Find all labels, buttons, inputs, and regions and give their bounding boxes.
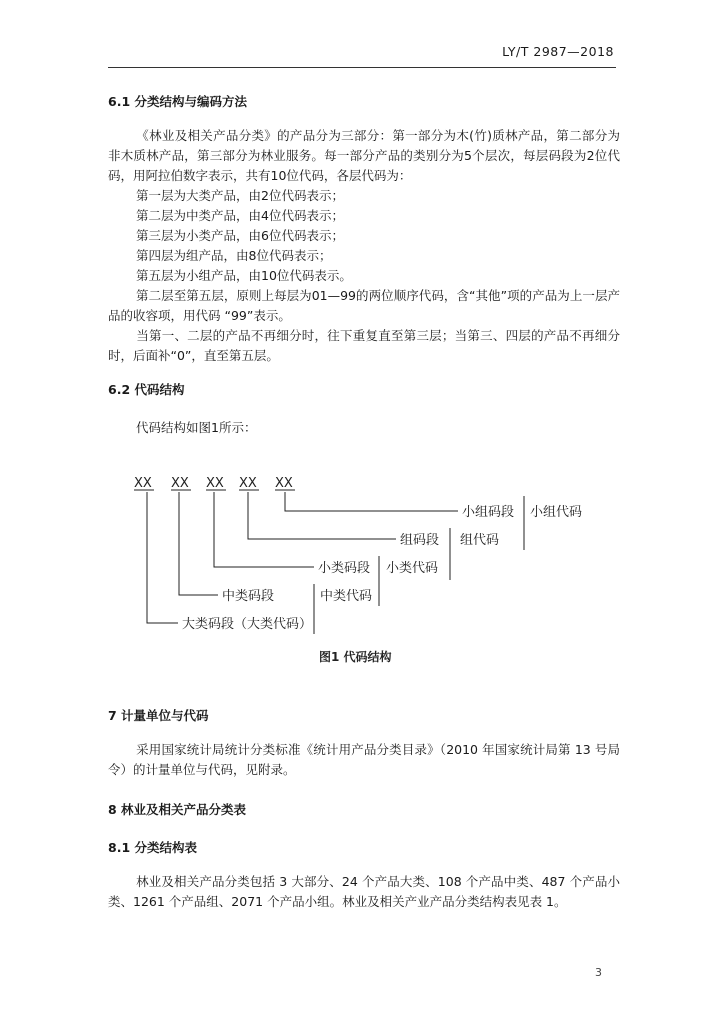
code-xx-level-1: XX (134, 476, 152, 491)
heading-6-1: 6.1 分类结构与编码方法 (108, 94, 247, 109)
heading-6-2: 6.2 代码结构 (108, 382, 185, 397)
code-name-label: 小类代码 (386, 561, 439, 576)
standard-number-header: LY/T 2987—2018 (502, 44, 614, 59)
heading-7: 7 计量单位与代码 (108, 708, 209, 723)
segment-label: 中类码段 (222, 589, 275, 604)
level-item: 第一层为大类产品，由2位代码表示； (136, 188, 344, 203)
heading-8-1: 8.1 分类结构表 (108, 840, 197, 855)
heading-8: 8 林业及相关产品分类表 (108, 802, 247, 817)
paragraph-6-1-levels-rule: 第二层至第五层，原则上每层为01—99的两位顺序代码，含“其他”项的产品为上一层产品的收容项，用代码 “99”表示。 (108, 288, 620, 323)
code-xx-level-4: XX (239, 476, 257, 491)
code-name-label: 中类代码 (320, 589, 373, 604)
paragraph-6-1-intro: 《林业及相关产品分类》的产品分为三部分：第一部分为木(竹)质林产品，第二部分为非木质林产品，第三部分为林业服务。每一部分产品的类别分为5个层次，每层码段为2位代码，用阿拉伯数字表示，共有10位代码，各层代码为： (108, 128, 620, 183)
paragraph-8-1: 林业及相关产品分类包括 3 大部分、24 个产品大类、108 个产品中类、487 个产品小类、1261 个产品组、2071 个产品小组。林业及相关产业产品分类结构表见表 1。 (108, 874, 620, 909)
segment-label: 大类码段（大类代码） (182, 617, 313, 632)
code-name-label: 组代码 (460, 533, 500, 548)
paragraph-6-1-no-subdivision: 当第一、二层的产品不再细分时，往下重复直至第三层；当第三、四层的产品不再细分时，后面补“0”，直至第五层。 (108, 328, 620, 363)
segment-label: 组码段 (400, 533, 440, 548)
level-item: 第二层为中类产品，由4位代码表示； (136, 208, 344, 223)
code-xx-level-2: XX (171, 476, 189, 491)
segment-label: 小类码段 (318, 561, 371, 576)
paragraph-7: 采用国家统计局统计分类标准《统计用产品分类目录》（2010 年国家统计局第 13 号局令）的计量单位与代码，见附录。 (108, 742, 620, 777)
level-item: 第五层为小组产品，由10位代码表示。 (136, 268, 352, 283)
figure-intro: 代码结构如图1所示： (136, 420, 257, 435)
code-name-label: 小组代码 (530, 505, 583, 520)
code-xx-level-3: XX (206, 476, 224, 491)
page-number: 3 (595, 966, 602, 979)
level-item: 第四层为组产品，由8位代码表示； (136, 248, 332, 263)
figure-caption: 图1 代码结构 (319, 650, 392, 664)
code-xx-level-5: XX (275, 476, 293, 491)
level-item: 第三层为小类产品，由6位代码表示； (136, 228, 344, 243)
segment-label: 小组码段 (462, 505, 515, 520)
